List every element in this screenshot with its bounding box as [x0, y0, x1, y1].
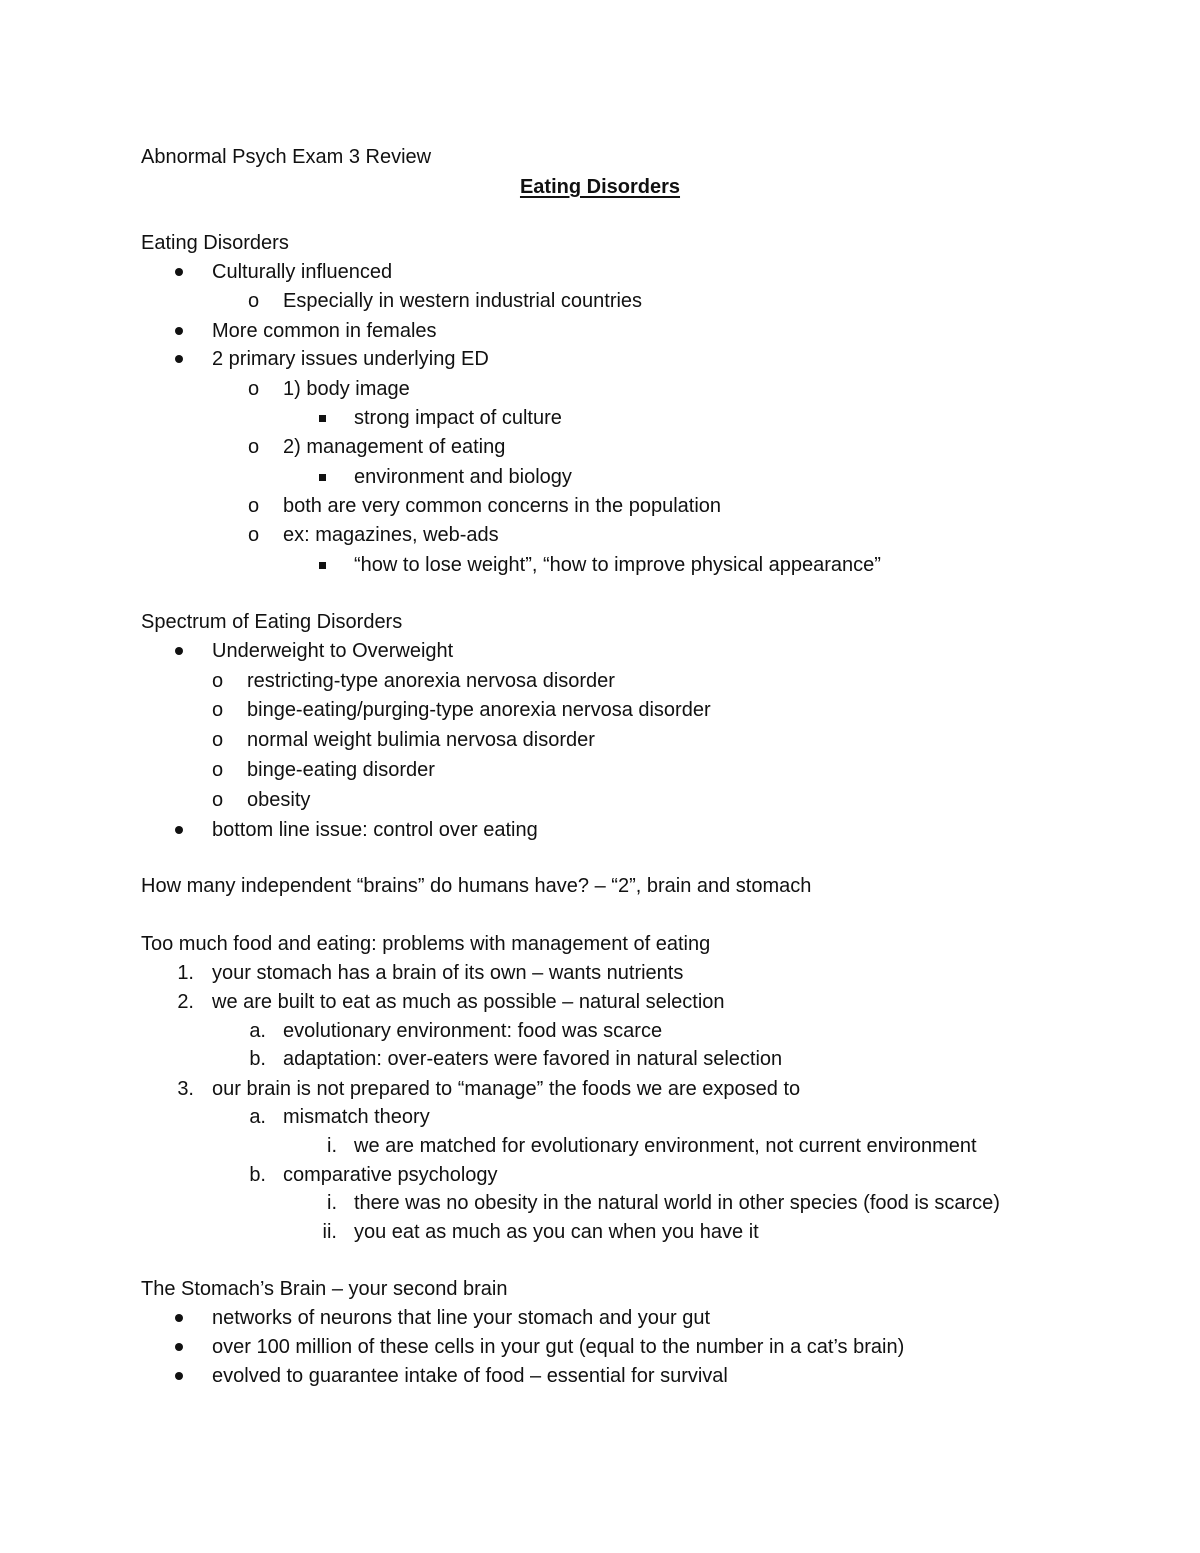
bullet-square-icon — [319, 562, 326, 569]
bullet-ring-icon: o — [248, 290, 260, 312]
list-roman: ii. — [322, 1221, 337, 1243]
bullet-ring-icon: o — [248, 436, 260, 458]
doc-title: Eating Disorders — [519, 176, 681, 198]
bullet-square-icon — [319, 415, 326, 422]
bullet-dot-icon — [175, 327, 183, 335]
list-letter: b. — [249, 1164, 266, 1186]
list-item-text: Underweight to Overweight — [212, 640, 454, 662]
list-item-text: environment and biology — [354, 466, 572, 488]
list-item-text: 2 primary issues underlying ED — [212, 348, 489, 370]
list-item-text: ex: magazines, web-ads — [283, 524, 499, 546]
bullet-square-icon — [319, 474, 326, 481]
list-item-text: “how to lose weight”, “how to improve physical appearance” — [354, 554, 881, 576]
bullet-ring-icon: o — [212, 789, 224, 811]
list-roman: i. — [327, 1192, 337, 1214]
bullet-dot-icon — [175, 826, 183, 834]
list-item-text: More common in females — [212, 320, 437, 342]
list-item-text: Especially in western industrial countries — [283, 290, 643, 312]
list-item-text: you eat as much as you can when you have it — [354, 1221, 759, 1243]
list-item-text: strong impact of culture — [354, 407, 562, 429]
bullet-dot-icon — [175, 1314, 183, 1322]
list-item-text: we are built to eat as much as possible – natural selection — [212, 991, 725, 1013]
section-2-heading: Spectrum of Eating Disorders — [141, 611, 403, 633]
list-item-text: evolutionary environment: food was scarce — [283, 1020, 663, 1042]
bullet-ring-icon: o — [212, 699, 224, 721]
list-number: 2. — [177, 991, 194, 1013]
list-item-text: Culturally influenced — [212, 261, 393, 283]
list-item-text: restricting-type anorexia nervosa disorder — [247, 670, 615, 692]
list-letter: a. — [249, 1020, 266, 1042]
bullet-ring-icon: o — [212, 670, 224, 692]
bullet-ring-icon: o — [212, 729, 224, 751]
list-number: 3. — [177, 1078, 194, 1100]
list-item-text: binge-eating disorder — [247, 759, 435, 781]
list-item-text: 1) body image — [283, 378, 410, 400]
section-1-heading: Eating Disorders — [141, 232, 289, 254]
list-item-text: both are very common concerns in the population — [283, 495, 722, 517]
section-4-heading: Too much food and eating: problems with management of eating — [141, 933, 711, 955]
list-item-text: binge-eating/purging-type anorexia nervosa disorder — [247, 699, 711, 721]
list-letter: b. — [249, 1048, 266, 1070]
list-item-text: comparative psychology — [283, 1164, 498, 1186]
list-item-text: evolved to guarantee intake of food – essential for survival — [212, 1365, 728, 1387]
bullet-ring-icon: o — [248, 524, 260, 546]
list-item-text: over 100 million of these cells in your gut (equal to the number in a cat’s brain) — [212, 1336, 905, 1358]
section-5-heading: The Stomach’s Brain – your second brain — [141, 1278, 508, 1300]
list-item-text: there was no obesity in the natural world in other species (food is scarce) — [354, 1192, 1000, 1214]
list-item-text: mismatch theory — [283, 1106, 430, 1128]
bullet-dot-icon — [175, 355, 183, 363]
list-item-text: normal weight bulimia nervosa disorder — [247, 729, 595, 751]
bullet-ring-icon: o — [212, 759, 224, 781]
list-item-text: your stomach has a brain of its own – wants nutrients — [212, 962, 684, 984]
list-item-text: our brain is not prepared to “manage” the foods we are exposed to — [212, 1078, 801, 1100]
list-number: 1. — [177, 962, 194, 984]
list-letter: a. — [249, 1106, 266, 1128]
bullet-dot-icon — [175, 1372, 183, 1380]
bullet-dot-icon — [175, 1343, 183, 1351]
list-item-text: we are matched for evolutionary environment, not current environment — [354, 1135, 977, 1157]
list-item-text: 2) management of eating — [283, 436, 506, 458]
bullet-ring-icon: o — [248, 495, 260, 517]
list-item-text: networks of neurons that line your stomach and your gut — [212, 1307, 711, 1329]
bullet-dot-icon — [175, 647, 183, 655]
bullet-ring-icon: o — [248, 378, 260, 400]
list-item-text: obesity — [247, 789, 311, 811]
list-item-text: adaptation: over-eaters were favored in natural selection — [283, 1048, 783, 1070]
list-item-text: bottom line issue: control over eating — [212, 819, 538, 841]
list-roman: i. — [327, 1135, 337, 1157]
brains-question: How many independent “brains” do humans have? – “2”, brain and stomach — [141, 875, 812, 897]
doc-header: Abnormal Psych Exam 3 Review — [141, 146, 432, 168]
bullet-dot-icon — [175, 268, 183, 276]
